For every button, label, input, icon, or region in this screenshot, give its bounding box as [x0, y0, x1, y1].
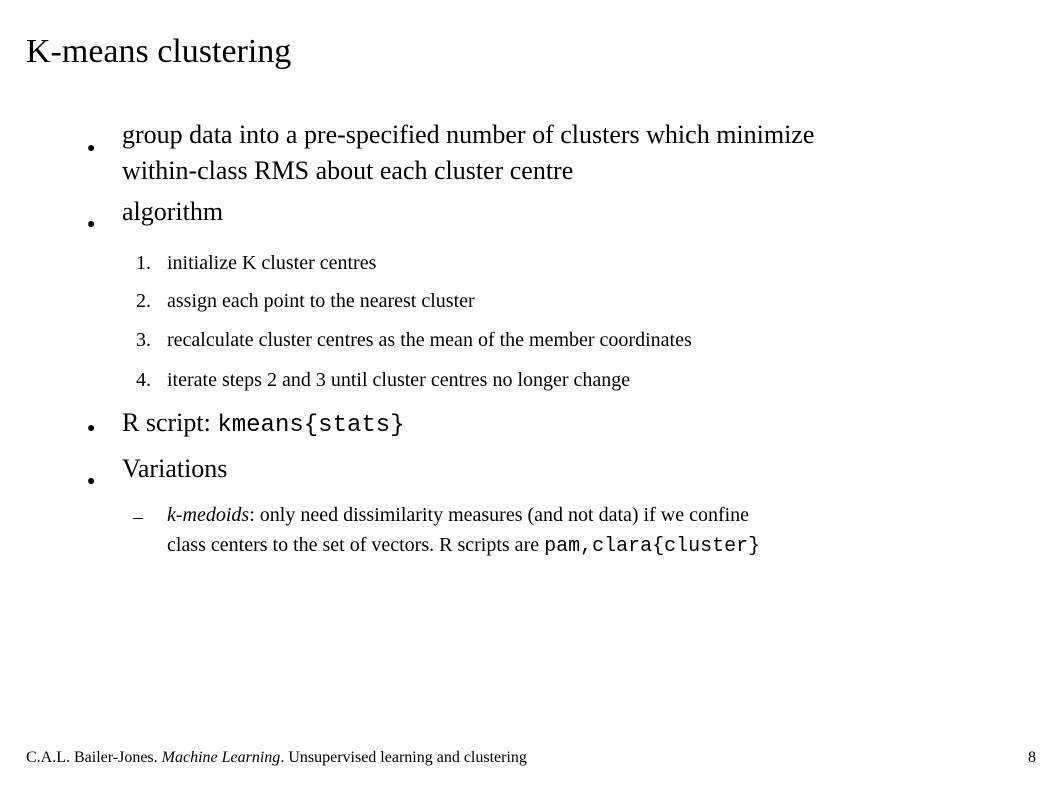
sub-bullet-dash: –	[133, 506, 143, 528]
step-4-number: 4.	[136, 369, 151, 391]
slide-footer	[26, 748, 527, 768]
variation-line-2	[167, 532, 760, 560]
r-script-code: kmeans{stats}	[217, 412, 405, 439]
r-script-label: R script:	[122, 408, 218, 437]
bullet-1-line-2: within-class RMS about each cluster centre	[122, 156, 574, 185]
step-1-text: initialize K cluster centres	[167, 252, 377, 274]
step-3-number: 3.	[136, 329, 151, 351]
footer-author: C.A.L. Bailer-Jones.	[26, 749, 162, 766]
bullet-2-label: algorithm	[122, 197, 224, 226]
bullet-dot: ●	[87, 421, 96, 436]
footer-book: Machine Learning	[161, 749, 281, 766]
step-2-number: 2.	[136, 290, 151, 312]
step-3-text: recalculate cluster centres as the mean of the member coordinates	[167, 329, 692, 351]
bullet-dot: ●	[87, 474, 96, 489]
variation-desc: : only need dissimilarity measures (and not data) if we confine	[249, 504, 750, 526]
step-2-text: assign each point to the nearest cluster	[167, 290, 475, 312]
bullet-3-line	[122, 406, 405, 443]
step-4-text: iterate steps 2 and 3 until cluster centres no longer change	[167, 369, 631, 391]
page-number: 8	[1028, 749, 1036, 766]
bullet-dot: ●	[87, 141, 96, 156]
bullet-dot: ●	[87, 217, 96, 232]
slide-title: K-means clustering	[26, 33, 292, 70]
variation-term: k-medoids	[167, 504, 250, 526]
step-1-number: 1.	[136, 252, 151, 274]
variation-desc-cont: class centers to the set of vectors. R scripts are	[167, 534, 545, 556]
footer-topic: . Unsupervised learning and clustering	[280, 749, 527, 766]
bullet-1-line-1: group data into a pre-specified number of clusters which minimize	[122, 120, 815, 149]
bullet-4-label: Variations	[122, 454, 228, 483]
variation-code: pam,clara{cluster}	[544, 535, 761, 558]
variation-line-1	[167, 502, 749, 528]
